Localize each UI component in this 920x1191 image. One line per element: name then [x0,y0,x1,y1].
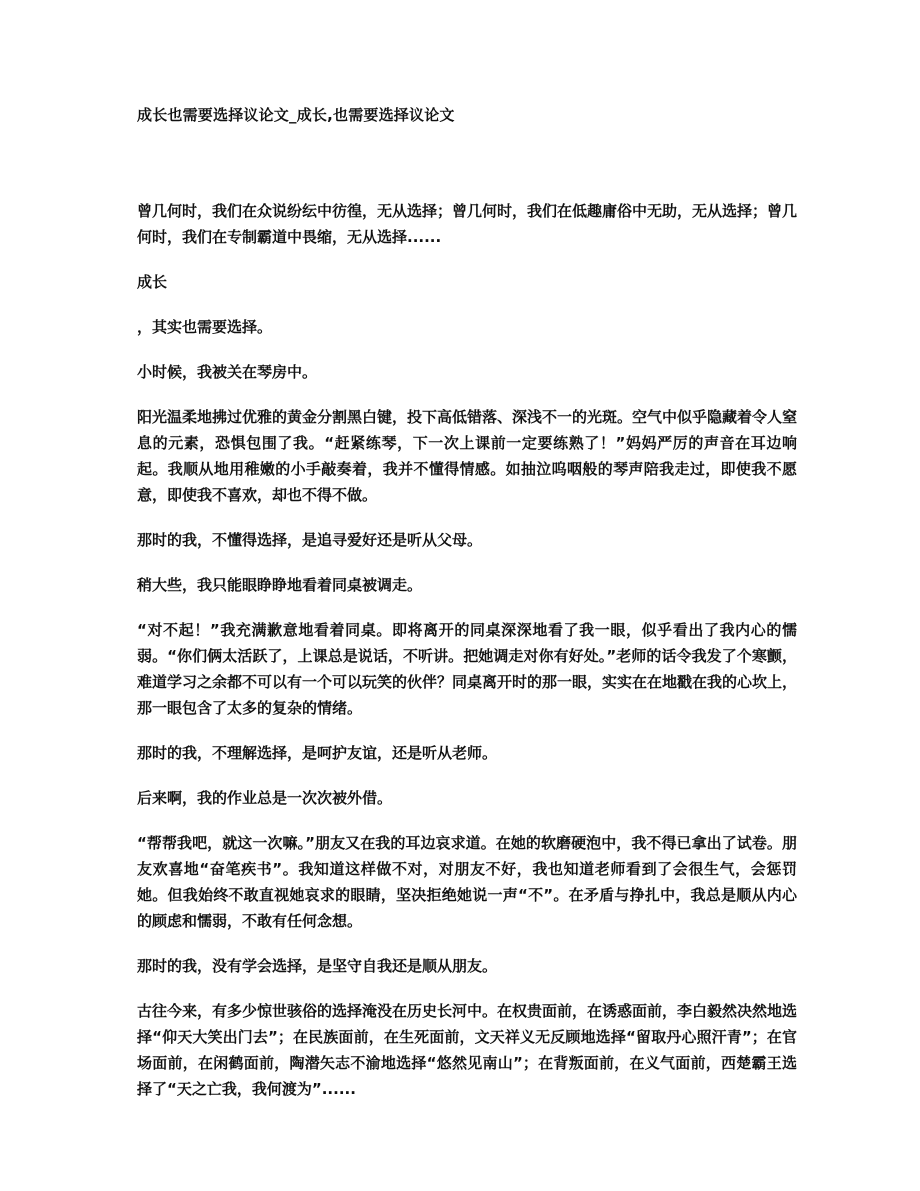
paragraph-thesis: ，其实也需要选择。 [137,318,273,336]
document-page [137,100,797,1121]
document-body [137,198,797,1102]
paragraph-piano-story: 阳光温柔地拂过优雅的黄金分割黑白键，投下高低错落、深浅不一的光斑。空气中似乎隐藏着令人窒息的元素，恐惧包围了我。“赶紧练琴，下一次上课前一定要练熟了！”妈妈严厉的声音在耳边响起。我顺从地用稚嫩的小手敲奏着，我并不懂得情感。如抽泣呜咽般的琴声陪我走过，即使我不愿意，即使我不喜欢，却也不得不做。 [137,408,798,504]
paragraph-growth: 成长 [137,273,168,291]
paragraph-homework-story: “帮帮我吧，就这一次嘛。”朋友又在我的耳边哀求道。在她的软磨硬泡中，我不得已拿出了试卷。朋友欢喜地“奋笔疾书”。我知道这样做不对，对朋友不好，我也知道老师看到了会很生气，会惩罚她。但我始终不敢直视她哀求的眼睛，坚决拒绝她说一声“不”。在矛盾与挣扎中，我总是顺从内心的顾虑和懦弱，不敢有任何念想。 [137,834,797,930]
document-title: 成长也需要选择议论文_成长,也需要选择议论文 [137,106,455,124]
paragraph-choice-3: 那时的我，没有学会选择，是坚守自我还是顺从朋友。 [137,957,498,975]
paragraph-older: 稍大些，我只能眼睁睁地看着同桌被调走。 [137,576,423,594]
paragraph-choice-1: 那时的我，不懂得选择，是追寻爱好还是听从父母。 [137,531,483,549]
paragraph-intro: 曾几何时，我们在众说纷纭中彷徨，无从选择；曾几何时，我们在低趣庸俗中无助，无从选择；曾几何时，我们在专制霸道中畏缩，无从选择...... [137,202,798,246]
paragraph-childhood: 小时候，我被关在琴房中。 [137,363,318,381]
paragraph-later: 后来啊，我的作业总是一次次被外借。 [137,789,393,807]
paragraph-choice-2: 那时的我，不理解选择，是呵护友谊，还是听从老师。 [137,744,498,762]
paragraph-history: 古往今来，有多少惊世骇俗的选择淹没在历史长河中。在权贵面前，在诱惑面前，李白毅然决然地选择“仰天大笑出门去”；在民族面前，在生死面前，文天祥义无反顾地选择“留取丹心照汗青”；在官场面前，在闲鹤面前，陶潜矢志不渝地选择“悠然见南山”；在背叛面前，在义气面前，西楚霸王选择了“天之亡我，我何渡为”...... [137,1002,798,1098]
paragraph-deskmate-story: “对不起！”我充满歉意地看着同桌。即将离开的同桌深深地看了我一眼，似乎看出了我内心的懦弱。“你们俩太活跃了，上课总是说话，不听讲。把她调走对你有好处。”老师的话令我发了个寒颤，难道学习之余都不可以有一个可以玩笑的伙伴？同桌离开时的那一眼，实实在在地戳在我的心坎上，那一眼包含了太多的复杂的情绪。 [137,621,798,717]
